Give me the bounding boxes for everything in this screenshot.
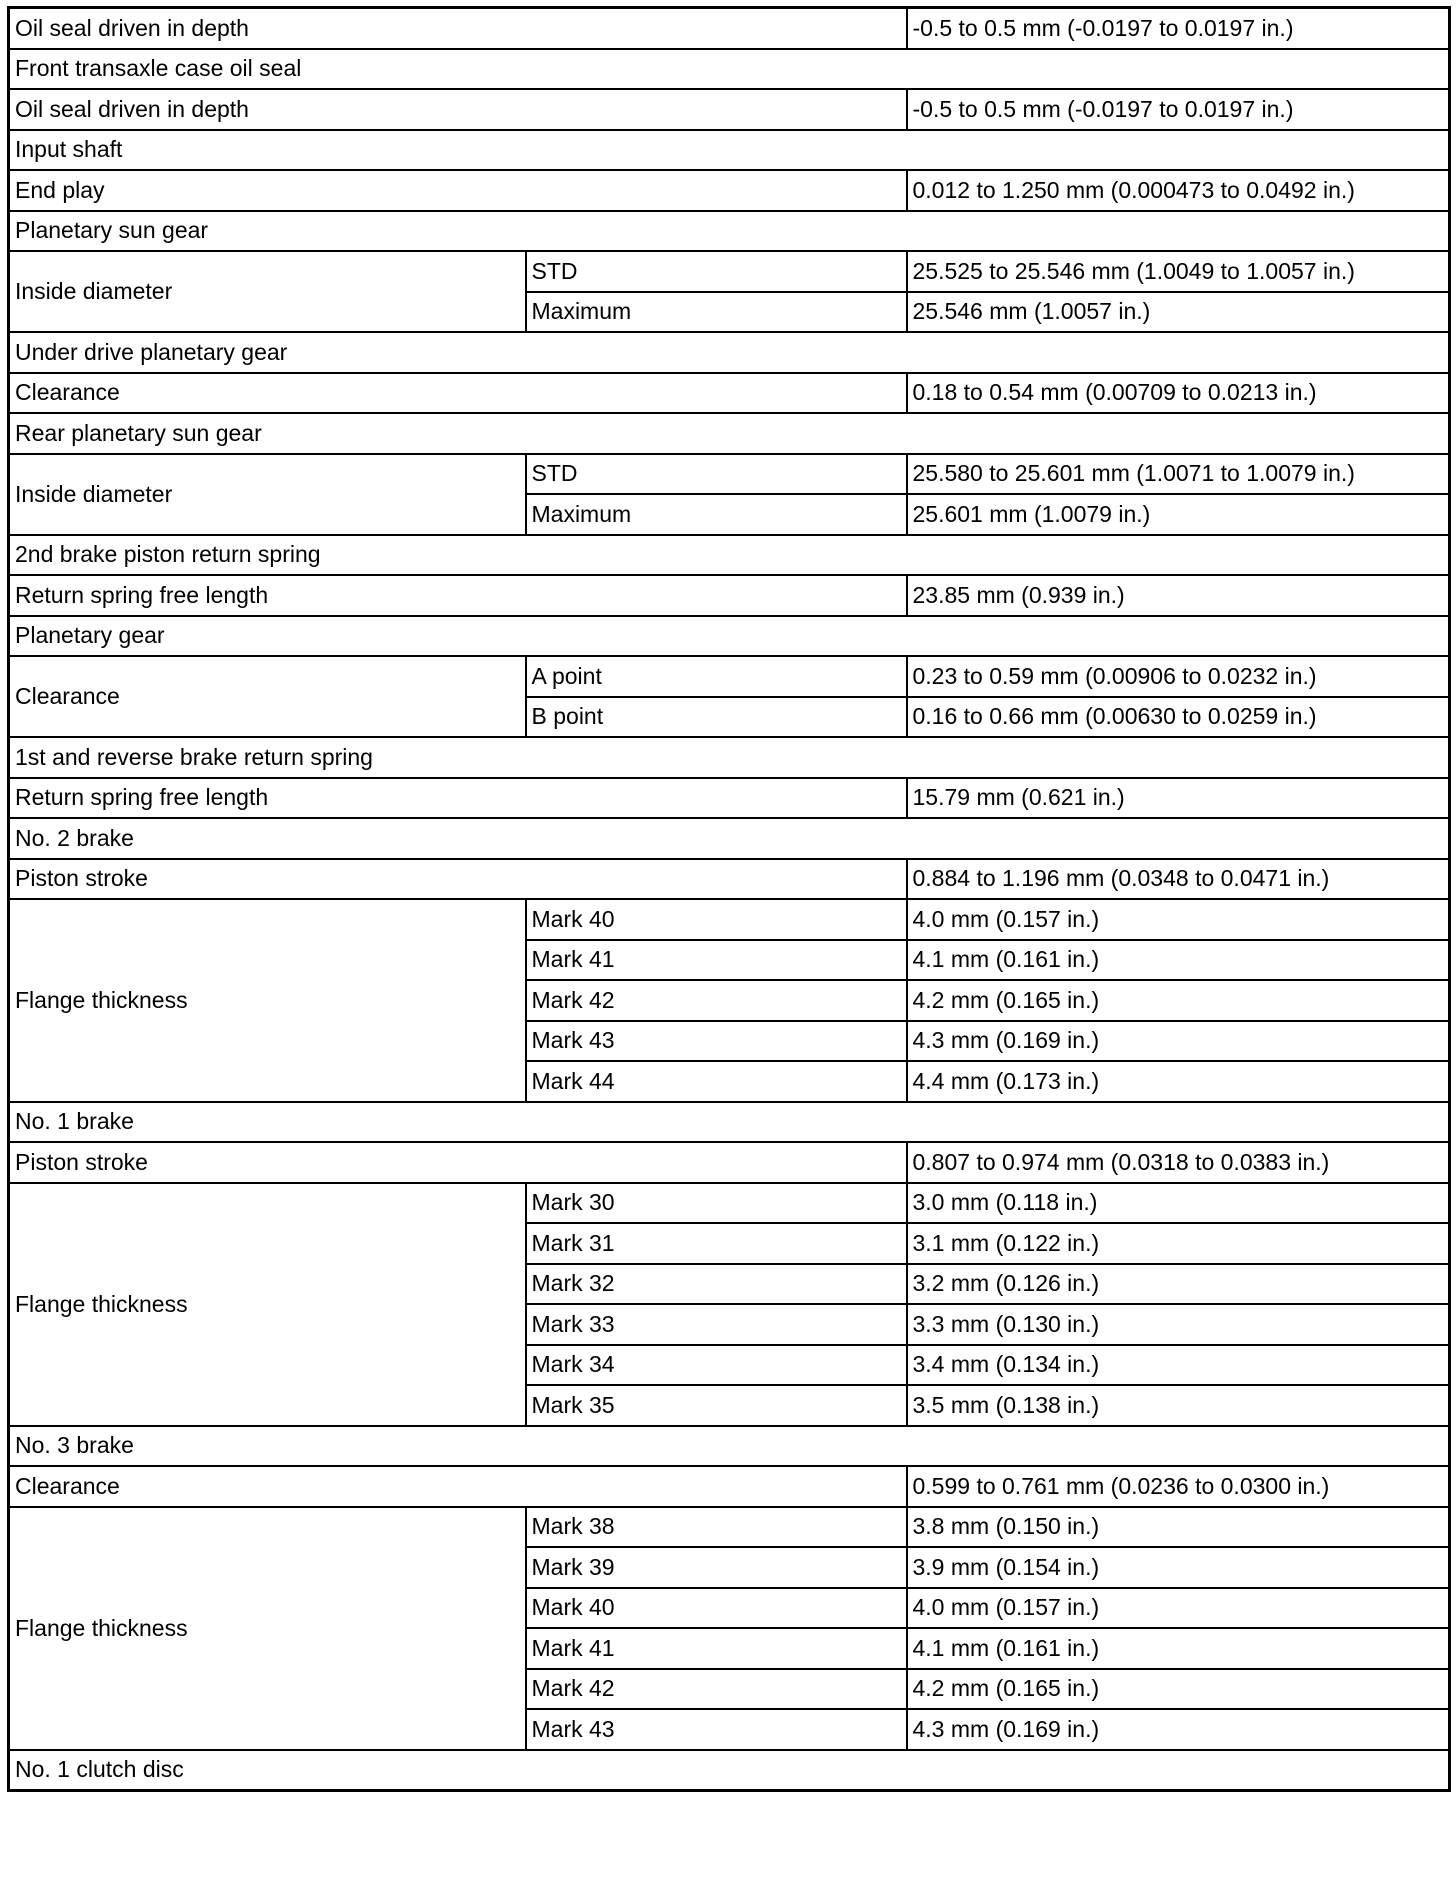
sub-label: STD xyxy=(526,251,907,292)
sub-label: Mark 38 xyxy=(526,1507,907,1548)
section-title: Front transaxle case oil seal xyxy=(9,49,1450,90)
section-row xyxy=(9,616,1450,657)
spec-row xyxy=(9,373,1450,414)
spec-value: 3.8 mm (0.150 in.) xyxy=(907,1507,1450,1548)
spec-value: 0.23 to 0.59 mm (0.00906 to 0.0232 in.) xyxy=(907,656,1450,697)
section-row xyxy=(9,211,1450,252)
section-title: No. 1 clutch disc xyxy=(9,1750,1450,1791)
section-title: No. 2 brake xyxy=(9,818,1450,859)
spec-value: 3.4 mm (0.134 in.) xyxy=(907,1345,1450,1386)
spec-value: 3.1 mm (0.122 in.) xyxy=(907,1223,1450,1264)
spec-value: -0.5 to 0.5 mm (-0.0197 to 0.0197 in.) xyxy=(907,89,1450,130)
section-row xyxy=(9,1102,1450,1143)
spec-label: Oil seal driven in depth xyxy=(9,8,907,49)
spec-value: 0.16 to 0.66 mm (0.00630 to 0.0259 in.) xyxy=(907,697,1450,738)
sub-label: Mark 41 xyxy=(526,1628,907,1669)
spec-label: End play xyxy=(9,170,907,211)
spec-row xyxy=(9,778,1450,819)
section-title: Input shaft xyxy=(9,130,1450,171)
section-title: No. 1 brake xyxy=(9,1102,1450,1143)
section-title: Rear planetary sun gear xyxy=(9,413,1450,454)
spec-value: 4.3 mm (0.169 in.) xyxy=(907,1709,1450,1750)
section-row xyxy=(9,49,1450,90)
section-row xyxy=(9,130,1450,171)
section-row xyxy=(9,737,1450,778)
group-label: Flange thickness xyxy=(9,1183,526,1426)
spec-subrow xyxy=(9,1507,1450,1548)
spec-value: 3.5 mm (0.138 in.) xyxy=(907,1385,1450,1426)
section-row xyxy=(9,818,1450,859)
section-row xyxy=(9,1426,1450,1467)
spec-row xyxy=(9,1466,1450,1507)
spec-subrow xyxy=(9,454,1450,495)
sub-label: A point xyxy=(526,656,907,697)
spec-value: 3.3 mm (0.130 in.) xyxy=(907,1304,1450,1345)
sub-label: Mark 42 xyxy=(526,980,907,1021)
spec-value: 3.2 mm (0.126 in.) xyxy=(907,1264,1450,1305)
spec-label: Piston stroke xyxy=(9,859,907,900)
spec-label: Oil seal driven in depth xyxy=(9,89,907,130)
spec-label: Return spring free length xyxy=(9,778,907,819)
spec-value: 25.525 to 25.546 mm (1.0049 to 1.0057 in.) xyxy=(907,251,1450,292)
spec-value: 0.884 to 1.196 mm (0.0348 to 0.0471 in.) xyxy=(907,859,1450,900)
sub-label: Mark 40 xyxy=(526,1588,907,1629)
group-label: Clearance xyxy=(9,656,526,737)
sub-label: Mark 40 xyxy=(526,899,907,940)
spec-value: 4.2 mm (0.165 in.) xyxy=(907,1669,1450,1710)
spec-row xyxy=(9,575,1450,616)
group-label: Inside diameter xyxy=(9,251,526,332)
spec-value: -0.5 to 0.5 mm (-0.0197 to 0.0197 in.) xyxy=(907,8,1450,49)
section-row xyxy=(9,413,1450,454)
spec-label: Clearance xyxy=(9,1466,907,1507)
spec-value: 4.3 mm (0.169 in.) xyxy=(907,1021,1450,1062)
sub-label: STD xyxy=(526,454,907,495)
spec-value: 4.1 mm (0.161 in.) xyxy=(907,940,1450,981)
spec-row xyxy=(9,8,1450,49)
section-title: Planetary gear xyxy=(9,616,1450,657)
group-label: Flange thickness xyxy=(9,899,526,1102)
spec-row xyxy=(9,89,1450,130)
spec-value: 25.580 to 25.601 mm (1.0071 to 1.0079 in.) xyxy=(907,454,1450,495)
spec-table-body xyxy=(9,8,1450,1791)
sub-label: Mark 42 xyxy=(526,1669,907,1710)
section-row xyxy=(9,535,1450,576)
sub-label: Mark 34 xyxy=(526,1345,907,1386)
spec-value: 25.546 mm (1.0057 in.) xyxy=(907,292,1450,333)
spec-label: Piston stroke xyxy=(9,1142,907,1183)
sub-label: Mark 35 xyxy=(526,1385,907,1426)
spec-value: 0.807 to 0.974 mm (0.0318 to 0.0383 in.) xyxy=(907,1142,1450,1183)
spec-row xyxy=(9,170,1450,211)
spec-value: 23.85 mm (0.939 in.) xyxy=(907,575,1450,616)
spec-value: 4.1 mm (0.161 in.) xyxy=(907,1628,1450,1669)
sub-label: Mark 33 xyxy=(526,1304,907,1345)
sub-label: Mark 31 xyxy=(526,1223,907,1264)
spec-value: 15.79 mm (0.621 in.) xyxy=(907,778,1450,819)
sub-label: Mark 32 xyxy=(526,1264,907,1305)
sub-label: Mark 44 xyxy=(526,1061,907,1102)
section-title: Planetary sun gear xyxy=(9,211,1450,252)
spec-row xyxy=(9,1142,1450,1183)
spec-table xyxy=(7,6,1451,1792)
sub-label: Maximum xyxy=(526,292,907,333)
spec-label: Return spring free length xyxy=(9,575,907,616)
group-label: Flange thickness xyxy=(9,1507,526,1750)
spec-subrow xyxy=(9,1183,1450,1224)
section-row xyxy=(9,332,1450,373)
sub-label: Mark 43 xyxy=(526,1021,907,1062)
spec-value: 4.4 mm (0.173 in.) xyxy=(907,1061,1450,1102)
spec-value: 0.18 to 0.54 mm (0.00709 to 0.0213 in.) xyxy=(907,373,1450,414)
spec-value: 3.0 mm (0.118 in.) xyxy=(907,1183,1450,1224)
section-title: 1st and reverse brake return spring xyxy=(9,737,1450,778)
spec-label: Clearance xyxy=(9,373,907,414)
spec-value: 4.0 mm (0.157 in.) xyxy=(907,1588,1450,1629)
section-title: Under drive planetary gear xyxy=(9,332,1450,373)
spec-value: 25.601 mm (1.0079 in.) xyxy=(907,494,1450,535)
spec-value: 3.9 mm (0.154 in.) xyxy=(907,1547,1450,1588)
spec-row xyxy=(9,859,1450,900)
group-label: Inside diameter xyxy=(9,454,526,535)
sub-label: Mark 39 xyxy=(526,1547,907,1588)
sub-label: Mark 43 xyxy=(526,1709,907,1750)
spec-subrow xyxy=(9,251,1450,292)
spec-value: 0.012 to 1.250 mm (0.000473 to 0.0492 in.) xyxy=(907,170,1450,211)
section-title: 2nd brake piston return spring xyxy=(9,535,1450,576)
spec-subrow xyxy=(9,656,1450,697)
section-title: No. 3 brake xyxy=(9,1426,1450,1467)
spec-subrow xyxy=(9,899,1450,940)
spec-value: 4.0 mm (0.157 in.) xyxy=(907,899,1450,940)
spec-value: 4.2 mm (0.165 in.) xyxy=(907,980,1450,1021)
sub-label: B point xyxy=(526,697,907,738)
section-row xyxy=(9,1750,1450,1791)
spec-value: 0.599 to 0.761 mm (0.0236 to 0.0300 in.) xyxy=(907,1466,1450,1507)
sub-label: Mark 41 xyxy=(526,940,907,981)
sub-label: Mark 30 xyxy=(526,1183,907,1224)
sub-label: Maximum xyxy=(526,494,907,535)
